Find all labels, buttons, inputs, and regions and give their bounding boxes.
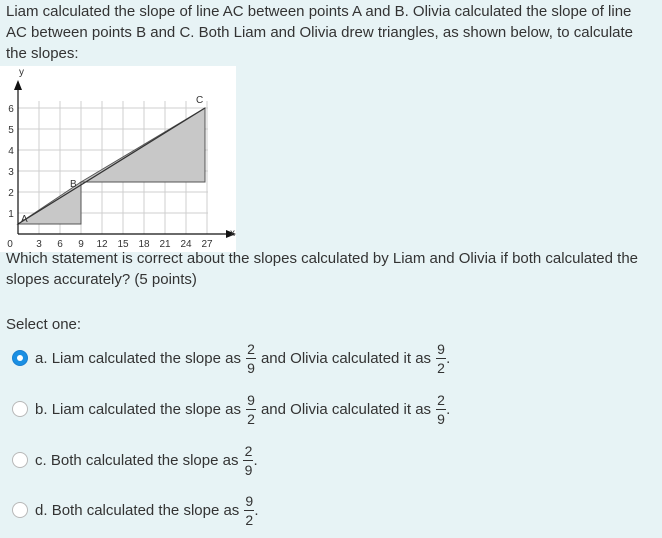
radio-dot (17, 355, 23, 361)
x-tick-18: 18 (138, 239, 150, 250)
option-b-fraction-2 (436, 393, 446, 426)
y-tick-3: 3 (8, 167, 14, 178)
option-d-fraction (244, 494, 254, 527)
x-tick-15: 15 (117, 239, 129, 250)
x-tick-24: 24 (180, 239, 192, 250)
option-c-radio[interactable] (12, 452, 28, 468)
option-c-period: . (253, 451, 258, 469)
option-c-letter: c. (35, 451, 47, 469)
option-c[interactable] (12, 440, 612, 480)
option-b[interactable] (12, 389, 612, 429)
option-d-period: . (254, 501, 259, 519)
y-tick-1: 1 (8, 209, 14, 220)
fraction-denominator: 2 (247, 410, 255, 427)
graph-svg (0, 66, 236, 252)
option-b-radio[interactable] (12, 401, 28, 417)
select-one-label: Select one: (6, 316, 82, 333)
option-a[interactable] (12, 338, 612, 378)
option-b-letter: b. (35, 400, 48, 418)
fraction-numerator: 9 (247, 391, 255, 408)
point-a-label: A (21, 214, 28, 225)
question-text: Liam calculated the slope of line AC between points A and B. Olivia calculated the slope of line AC between points B and C. Both Liam and Olivia drew triangles, as shown below, to calculate the slopes: (6, 3, 634, 62)
y-tick-4: 4 (8, 146, 14, 157)
y-tick-2: 2 (8, 188, 14, 199)
option-c-fraction (243, 444, 253, 477)
fraction-numerator: 2 (244, 442, 253, 459)
option-b-text: Liam calculated the slope as (51, 400, 241, 418)
prompt-text: Which statement is correct about the slopes calculated by Liam and Olivia if both calculated the slopes accurately? (5 points) (6, 250, 638, 288)
x-tick-27: 27 (201, 239, 213, 250)
x-axis-label: x (230, 228, 235, 239)
fraction-numerator: 2 (247, 340, 255, 357)
option-b-fraction-1 (246, 393, 256, 426)
x-tick-21: 21 (159, 239, 171, 250)
fraction-numerator: 9 (437, 340, 445, 357)
point-b-label: B (70, 179, 77, 190)
fraction-denominator: 2 (245, 511, 254, 528)
option-c-text: Both calculated the slope as (50, 451, 239, 469)
option-b-period: . (446, 400, 451, 418)
x-tick-9: 9 (78, 239, 84, 250)
option-a-letter: a. (35, 349, 48, 367)
option-a-fraction-1 (246, 342, 256, 375)
y-axis-label: y (19, 67, 24, 78)
option-a-fraction-2 (436, 342, 446, 375)
fraction-numerator: 9 (245, 492, 254, 509)
fraction-denominator: 9 (437, 410, 445, 427)
fraction-numerator: 2 (437, 391, 445, 408)
x-tick-3: 3 (36, 239, 42, 250)
point-c-label: C (196, 95, 204, 106)
x-tick-0: 0 (7, 239, 13, 250)
x-tick-6: 6 (57, 239, 63, 250)
slope-graph (0, 66, 236, 252)
option-d-letter: d. (35, 501, 48, 519)
option-d[interactable] (12, 490, 612, 530)
option-d-text: Both calculated the slope as (51, 501, 240, 519)
option-b-mid-text: and Olivia calculated it as (260, 400, 432, 418)
option-a-mid-text: and Olivia calculated it as (260, 349, 432, 367)
x-tick-12: 12 (96, 239, 108, 250)
option-a-radio[interactable] (12, 350, 28, 366)
fraction-denominator: 9 (244, 461, 253, 478)
fraction-denominator: 2 (437, 359, 445, 376)
y-tick-5: 5 (8, 125, 14, 136)
y-tick-6: 6 (8, 104, 14, 115)
option-d-radio[interactable] (12, 502, 28, 518)
option-a-period: . (446, 349, 451, 367)
fraction-denominator: 9 (247, 359, 255, 376)
option-a-text: Liam calculated the slope as (51, 349, 241, 367)
